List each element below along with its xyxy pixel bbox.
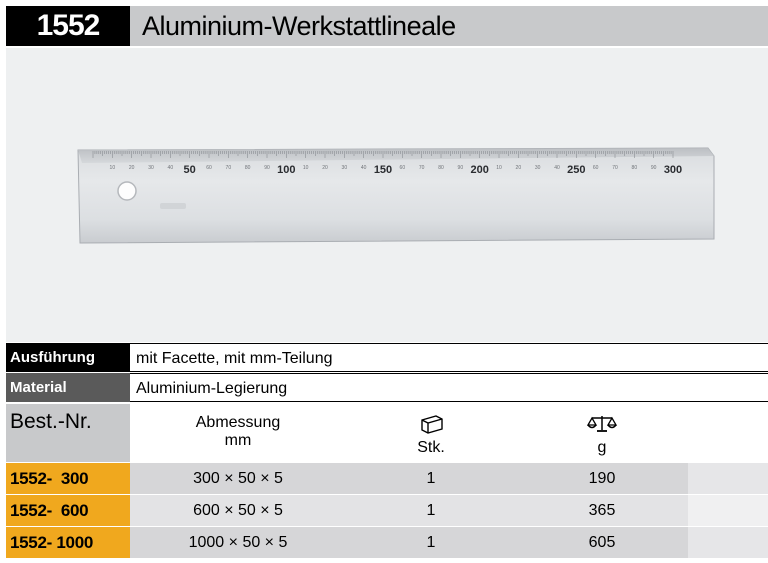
ruler-major-label: 100 [277, 164, 296, 176]
property-value: Aluminium-Legierung [130, 373, 768, 402]
header-dimensions-title: Abmessung [195, 414, 281, 431]
properties [6, 343, 768, 403]
order-number: 1552- 600 [6, 495, 130, 526]
ruler-minor-label: 10 [109, 165, 116, 171]
property-row [6, 343, 768, 373]
table-header [6, 404, 768, 462]
ruler-minor-label: 40 [554, 165, 560, 171]
weight-cell: 365 [588, 502, 616, 519]
ruler-minor-label: 30 [148, 165, 154, 171]
hanging-hole [118, 182, 136, 200]
row-spacer [688, 527, 768, 558]
ruler-minor-label: 70 [225, 165, 232, 171]
scale-icon [586, 414, 618, 434]
row-spacer [688, 495, 768, 526]
row-cells [130, 495, 688, 526]
property-value: mit Facette, mit mm-Teilung [130, 343, 768, 372]
ruler-minor-label: 10 [302, 165, 309, 171]
package-icon [418, 414, 444, 434]
ruler-minor-label: 70 [612, 165, 618, 171]
order-number: 1552- 1000 [6, 527, 130, 558]
row-cells [130, 463, 688, 494]
ruler-minor-label: 80 [438, 165, 444, 171]
property-label: Material [6, 373, 130, 402]
dimensions-cell: 300 × 50 × 5 [193, 470, 283, 487]
header-dimensions [130, 404, 346, 462]
ruler-minor-label: 60 [592, 165, 599, 171]
ruler-minor-label: 60 [399, 165, 406, 171]
ruler-minor-label: 80 [631, 165, 638, 171]
maker-mark [160, 203, 186, 209]
row-spacer [688, 463, 768, 494]
header-order-number: Best.-Nr. [6, 404, 130, 462]
ruler-minor-label: 60 [206, 165, 212, 171]
ruler-minor-label: 40 [167, 165, 174, 171]
ruler-minor-label: 20 [128, 165, 135, 171]
property-row [6, 373, 768, 403]
weight-cell: 605 [588, 534, 616, 551]
quantity-cell: 1 [426, 502, 436, 519]
ruler-minor-label: 90 [457, 165, 464, 171]
header-dimensions-unit: mm [224, 432, 252, 449]
ruler-minor-label: 10 [496, 165, 502, 171]
ruler-illustration [76, 143, 720, 293]
table-row [6, 462, 768, 494]
table-row [6, 526, 768, 558]
ruler-minor-label: 20 [322, 165, 328, 171]
product-code: 1552 [6, 6, 130, 46]
quantity-cell: 1 [426, 534, 436, 551]
dimensions-cell: 600 × 50 × 5 [193, 502, 283, 519]
ruler-minor-label: 40 [360, 165, 367, 171]
header-spacer [688, 404, 768, 462]
ruler-minor-label: 20 [515, 165, 522, 171]
spec-table [6, 404, 768, 558]
quantity-cell: 1 [426, 470, 436, 487]
ruler-major-label: 150 [373, 164, 393, 176]
ruler-major-label: 250 [567, 164, 586, 176]
table-row [6, 494, 768, 526]
weight-cell: 190 [588, 470, 616, 487]
property-label: Ausführung [6, 343, 130, 372]
order-number: 1552- 300 [6, 463, 130, 494]
header-quantity-label: Stk. [417, 439, 445, 456]
ruler-minor-label: 30 [534, 165, 541, 171]
header-weight [516, 404, 688, 462]
ruler-minor-label: 80 [244, 165, 251, 171]
header-group [130, 404, 688, 462]
ruler-major-label: 300 [663, 164, 683, 176]
ruler-minor-label: 70 [418, 165, 425, 171]
header [0, 0, 768, 48]
header-weight-label: g [597, 439, 607, 456]
ruler-major-label: 200 [470, 164, 489, 176]
dimensions-cell: 1000 × 50 × 5 [188, 534, 288, 551]
ruler-minor-label: 30 [341, 165, 348, 171]
product-title: Aluminium-Werkstattlineale [130, 6, 768, 46]
row-cells [130, 527, 688, 558]
ruler-minor-label: 90 [650, 165, 657, 171]
header-quantity [346, 404, 516, 462]
ruler-minor-label: 90 [264, 165, 270, 171]
product-image [6, 48, 768, 342]
ruler-major-label: 50 [183, 164, 196, 176]
